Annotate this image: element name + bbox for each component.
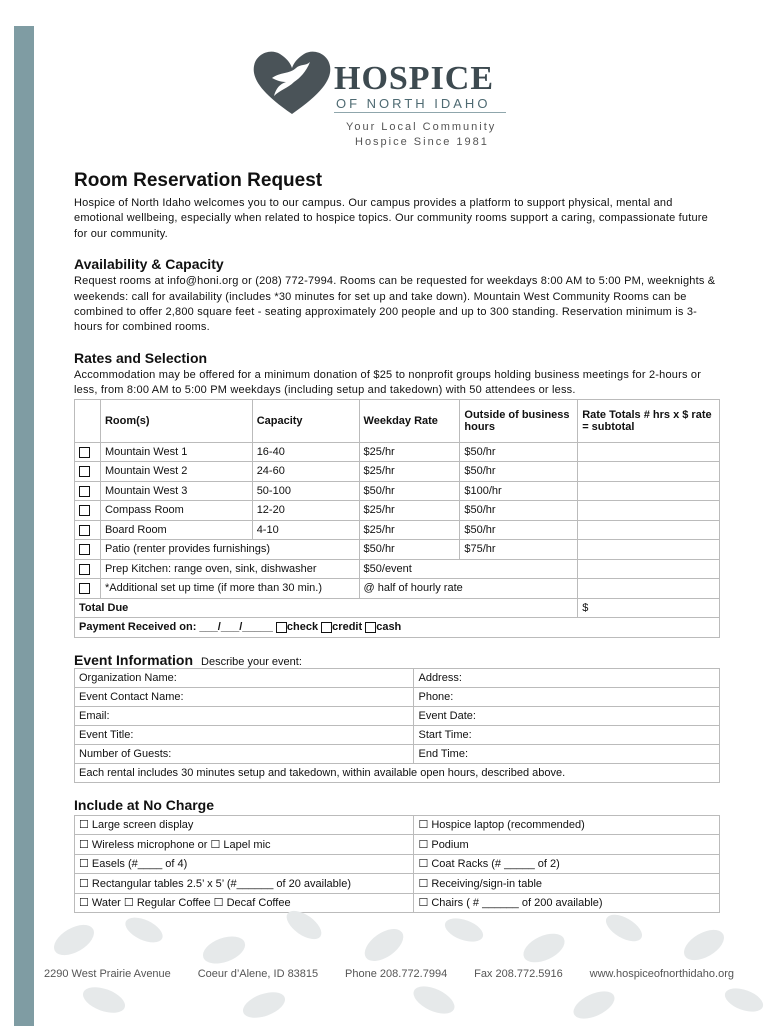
room-subtotal-field[interactable] (578, 462, 720, 482)
room-name: Mountain West 2 (100, 462, 252, 482)
table-row (75, 706, 720, 725)
hospice-logo (250, 48, 520, 153)
room-name: Prep Kitchen: range oven, sink, dishwasher (100, 559, 359, 579)
room-outside-rate: $100/hr (460, 481, 578, 501)
logo-subtitle: OF NORTH IDAHO (336, 96, 491, 111)
room-weekday-rate: $50/hr (359, 540, 460, 560)
col-totals: Rate Totals # hrs x $ rate = subtotal (578, 399, 720, 442)
room-weekday-rate: $25/hr (359, 501, 460, 521)
room-weekday-rate: $50/event (359, 559, 578, 579)
room-name: Mountain West 3 (100, 481, 252, 501)
leaf-pattern-decoration (34, 900, 770, 1024)
footer-fax: Fax 208.772.5916 (474, 968, 563, 980)
org-name-field[interactable]: Organization Name: (75, 668, 414, 687)
end-time-field[interactable]: End Time: (414, 744, 720, 763)
guests-field[interactable]: Number of Guests: (75, 744, 414, 763)
room-checkbox[interactable] (79, 505, 90, 516)
room-subtotal-field[interactable] (578, 442, 720, 462)
room-subtotal-field[interactable] (578, 501, 720, 521)
table-row (75, 744, 720, 763)
payment-label: Payment Received on: ___/___/_____ (79, 621, 273, 634)
heart-dove-icon (250, 48, 334, 118)
footer (44, 968, 734, 980)
room-name: Board Room (100, 520, 252, 540)
room-weekday-rate: $25/hr (359, 462, 460, 482)
room-weekday-rate: @ half of hourly rate (359, 579, 578, 599)
table-row (75, 501, 720, 521)
total-field[interactable]: $ (578, 598, 720, 618)
room-outside-rate: $50/hr (460, 501, 578, 521)
logo-name: HOSPICE (334, 60, 495, 97)
col-weekday: Weekday Rate (359, 399, 460, 442)
table-row (75, 579, 720, 599)
payment-cash-label: cash (376, 621, 402, 634)
room-checkbox[interactable] (79, 486, 90, 497)
payment-check-label: check (286, 621, 319, 634)
table-row (75, 668, 720, 687)
rates-text: Accommodation may be offered for a minimum donation of $25 to nonprofit groups holding business meetings for 2-hours or less, from 8:00 AM to 5:00 PM weekdays (including setup and takedown) with 50 attendees or less. (74, 368, 702, 397)
table-row (75, 835, 720, 855)
rates-table (74, 399, 720, 638)
event-heading: Event Information (74, 651, 194, 668)
room-checkbox[interactable] (79, 544, 90, 555)
table-row (75, 559, 720, 579)
availability-text: Request rooms at info@honi.org or (208) 772-7994. Rooms can be requested for weekdays 8:00 AM to 5:00 PM, weeknights & weekends: call for availability (includes *30 minutes for set up and take down). Mountain West Community Rooms can be combined to offer 2,800 square feet - seating approximately 200 people and up to 300 standing. Reservation minimum is 3-hours for combined rooms. (74, 275, 716, 334)
room-subtotal-field[interactable] (578, 481, 720, 501)
nocharge-heading: Include at No Charge (74, 796, 215, 813)
email-field[interactable]: Email: (75, 706, 414, 725)
nocharge-option[interactable]: ☐ Rectangular tables 2.5’ x 5’ (#______ of 20 available) (75, 874, 414, 894)
nocharge-option[interactable]: ☐ Hospice laptop (recommended) (414, 815, 720, 835)
room-outside-rate: $50/hr (460, 442, 578, 462)
payment-received (75, 618, 720, 638)
room-name: *Additional set up time (if more than 30 min.) (100, 579, 359, 599)
table-row (75, 725, 720, 744)
col-outside: Outside of business hours (460, 399, 578, 442)
nocharge-option[interactable]: ☐ Receiving/sign-in table (414, 874, 720, 894)
event-heading-row (74, 652, 720, 668)
room-name: Mountain West 1 (100, 442, 252, 462)
nocharge-option[interactable]: ☐ Water ☐ Regular Coffee ☐ Decaf Coffee (75, 893, 414, 913)
room-outside-rate: $75/hr (460, 540, 578, 560)
footer-phone: Phone 208.772.7994 (345, 968, 448, 980)
event-describe: Describe your event: (201, 655, 302, 668)
event-date-field[interactable]: Event Date: (414, 706, 720, 725)
footer-website[interactable]: www.hospiceofnorthidaho.org (589, 968, 734, 980)
room-name: Patio (renter provides furnishings) (100, 540, 359, 560)
table-row (75, 815, 720, 835)
table-row (75, 763, 720, 782)
room-name: Compass Room (100, 501, 252, 521)
contact-name-field[interactable]: Event Contact Name: (75, 687, 414, 706)
footer-address: 2290 West Prairie Avenue (44, 968, 171, 980)
room-capacity: 16-40 (252, 442, 359, 462)
nocharge-option[interactable]: ☐ Coat Racks (# _____ of 2) (414, 854, 720, 874)
total-row (75, 598, 720, 618)
room-capacity: 4-10 (252, 520, 359, 540)
room-checkbox[interactable] (79, 525, 90, 536)
footer-city: Coeur d’Alene, ID 83815 (197, 968, 319, 980)
nocharge-option[interactable]: ☐ Podium (414, 835, 720, 855)
table-row (75, 481, 720, 501)
payment-credit-checkbox[interactable] (321, 622, 332, 633)
room-weekday-rate: $25/hr (359, 520, 460, 540)
room-subtotal-field[interactable] (578, 559, 720, 579)
room-outside-rate: $50/hr (460, 520, 578, 540)
table-row (75, 687, 720, 706)
payment-check-checkbox[interactable] (276, 622, 287, 633)
logo-divider (334, 112, 506, 113)
payment-cash-checkbox[interactable] (365, 622, 376, 633)
nocharge-table (74, 815, 720, 914)
payment-credit-label: credit (332, 621, 363, 634)
phone-field[interactable]: Phone: (414, 687, 720, 706)
room-checkbox[interactable] (79, 466, 90, 477)
room-capacity: 12-20 (252, 501, 359, 521)
rates-header-row (75, 399, 720, 442)
form-content (74, 170, 720, 913)
nocharge-option[interactable]: ☐ Wireless microphone or ☐ Lapel mic (75, 835, 414, 855)
room-subtotal-field[interactable] (578, 579, 720, 599)
table-row (75, 520, 720, 540)
room-outside-rate: $50/hr (460, 462, 578, 482)
total-label: Total Due (75, 598, 578, 618)
setup-note: Each rental includes 30 minutes setup and takedown, within available open hours, described above. (75, 763, 720, 782)
room-checkbox[interactable] (79, 564, 90, 575)
address-field[interactable]: Address: (414, 668, 720, 687)
nocharge-option[interactable]: ☐ Chairs ( # ______ of 200 available) (414, 893, 720, 913)
logo-tagline-1: Your Local Community (346, 121, 497, 133)
table-row (75, 442, 720, 462)
room-checkbox[interactable] (79, 583, 90, 594)
start-time-field[interactable]: Start Time: (414, 725, 720, 744)
event-table (74, 668, 720, 783)
event-title-field[interactable]: Event Title: (75, 725, 414, 744)
col-room: Room(s) (100, 399, 252, 442)
room-weekday-rate: $50/hr (359, 481, 460, 501)
room-subtotal-field[interactable] (578, 540, 720, 560)
room-capacity: 24-60 (252, 462, 359, 482)
room-capacity: 50-100 (252, 481, 359, 501)
table-row (75, 540, 720, 560)
table-row (75, 874, 720, 894)
table-row (75, 854, 720, 874)
page-title: Room Reservation Request (74, 170, 323, 191)
nocharge-option[interactable]: ☐ Easels (#____ of 4) (75, 854, 414, 874)
payment-row (75, 618, 720, 638)
room-checkbox[interactable] (79, 447, 90, 458)
nocharge-option[interactable]: ☐ Large screen display (75, 815, 414, 835)
room-weekday-rate: $25/hr (359, 442, 460, 462)
sidebar-accent (14, 26, 34, 1026)
col-capacity: Capacity (252, 399, 359, 442)
logo-tagline-2: Hospice Since 1981 (355, 136, 489, 148)
room-subtotal-field[interactable] (578, 520, 720, 540)
intro-text: Hospice of North Idaho welcomes you to our campus. Our campus provides a platform to support physical, mental and emotional wellbeing, especially when related to hospice topics. Our community rooms support a caring, compassionate future for our community. (74, 197, 708, 240)
rates-heading: Rates and Selection (74, 349, 208, 366)
availability-heading: Availability & Capacity (74, 256, 224, 273)
table-row (75, 462, 720, 482)
